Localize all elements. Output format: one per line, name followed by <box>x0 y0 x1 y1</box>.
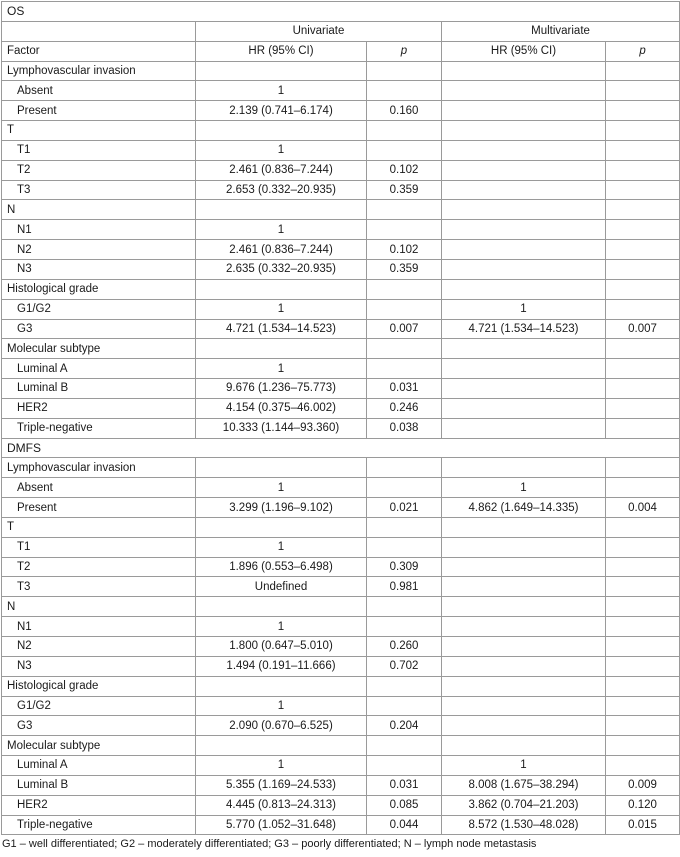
univariate-hr-cell: 1 <box>196 140 367 160</box>
univariate-p-cell <box>367 359 442 379</box>
multivariate-p-cell <box>606 617 680 637</box>
factor-level-label: G3 <box>2 716 196 736</box>
empty-cell <box>442 121 606 141</box>
multivariate-hr-cell: 8.008 (1.675–38.294) <box>442 775 606 795</box>
empty-cell <box>196 61 367 81</box>
factor-level-label: N2 <box>2 240 196 260</box>
univariate-hr-cell: 2.653 (0.332–20.935) <box>196 180 367 200</box>
factor-level-label: Present <box>2 498 196 518</box>
univariate-hr-cell: 1 <box>196 537 367 557</box>
multivariate-p-cell <box>606 557 680 577</box>
empty-cell <box>442 736 606 756</box>
header-multivariate-p: p <box>606 41 680 61</box>
empty-cell <box>367 517 442 537</box>
empty-cell <box>367 339 442 359</box>
multivariate-hr-cell: 1 <box>442 478 606 498</box>
univariate-p-cell <box>367 220 442 240</box>
multivariate-hr-cell <box>442 359 606 379</box>
empty-cell <box>606 339 680 359</box>
multivariate-p-cell <box>606 478 680 498</box>
empty-cell <box>606 61 680 81</box>
header-column-row <box>2 41 680 61</box>
univariate-p-cell: 0.702 <box>367 656 442 676</box>
univariate-hr-cell: 4.154 (0.375–46.002) <box>196 398 367 418</box>
multivariate-hr-cell: 4.721 (1.534–14.523) <box>442 319 606 339</box>
multivariate-hr-cell <box>442 379 606 399</box>
header-factor: Factor <box>2 41 196 61</box>
table-row <box>2 775 680 795</box>
section-row <box>2 438 680 458</box>
table-row <box>2 140 680 160</box>
univariate-p-cell <box>367 696 442 716</box>
multivariate-p-cell <box>606 140 680 160</box>
table-row <box>2 498 680 518</box>
factor-level-label: G1/G2 <box>2 696 196 716</box>
univariate-p-cell: 0.204 <box>367 716 442 736</box>
empty-cell <box>196 339 367 359</box>
factor-level-label: HER2 <box>2 398 196 418</box>
factor-level-label: T3 <box>2 577 196 597</box>
header-univariate: Univariate <box>196 21 442 41</box>
univariate-p-cell: 0.021 <box>367 498 442 518</box>
empty-cell <box>196 279 367 299</box>
multivariate-hr-cell <box>442 140 606 160</box>
univariate-p-cell <box>367 756 442 776</box>
table-row <box>2 220 680 240</box>
group-row <box>2 279 680 299</box>
multivariate-hr-cell: 1 <box>442 756 606 776</box>
multivariate-p-cell <box>606 637 680 657</box>
table-body <box>2 2 680 835</box>
univariate-hr-cell: 3.299 (1.196–9.102) <box>196 498 367 518</box>
univariate-p-cell: 0.246 <box>367 398 442 418</box>
univariate-hr-cell: 1 <box>196 359 367 379</box>
group-label: Molecular subtype <box>2 736 196 756</box>
empty-cell <box>442 279 606 299</box>
table-row <box>2 577 680 597</box>
univariate-p-cell <box>367 140 442 160</box>
group-row <box>2 517 680 537</box>
multivariate-hr-cell: 8.572 (1.530–48.028) <box>442 815 606 835</box>
multivariate-hr-cell <box>442 259 606 279</box>
group-row <box>2 458 680 478</box>
table-row <box>2 617 680 637</box>
multivariate-hr-cell <box>442 398 606 418</box>
univariate-hr-cell: 2.090 (0.670–6.525) <box>196 716 367 736</box>
group-label: T <box>2 121 196 141</box>
group-label: N <box>2 200 196 220</box>
header-univariate-p: p <box>367 41 442 61</box>
multivariate-hr-cell <box>442 418 606 438</box>
multivariate-hr-cell <box>442 656 606 676</box>
table-row <box>2 319 680 339</box>
univariate-hr-cell: 1 <box>196 617 367 637</box>
multivariate-p-cell <box>606 656 680 676</box>
empty-cell <box>442 517 606 537</box>
empty-cell <box>442 458 606 478</box>
group-row <box>2 676 680 696</box>
multivariate-p-cell <box>606 160 680 180</box>
empty-cell <box>367 736 442 756</box>
empty-cell <box>196 121 367 141</box>
multivariate-p-cell: 0.120 <box>606 795 680 815</box>
group-label: Lymphovascular invasion <box>2 458 196 478</box>
group-label: Histological grade <box>2 279 196 299</box>
group-label: Lymphovascular invasion <box>2 61 196 81</box>
multivariate-p-cell <box>606 259 680 279</box>
empty-cell <box>442 676 606 696</box>
table-row <box>2 160 680 180</box>
univariate-p-cell: 0.044 <box>367 815 442 835</box>
empty-cell <box>367 597 442 617</box>
empty-cell <box>196 200 367 220</box>
multivariate-p-cell <box>606 537 680 557</box>
multivariate-hr-cell: 4.862 (1.649–14.335) <box>442 498 606 518</box>
multivariate-p-cell <box>606 240 680 260</box>
table-row <box>2 180 680 200</box>
univariate-p-cell: 0.981 <box>367 577 442 597</box>
factor-level-label: Luminal A <box>2 359 196 379</box>
multivariate-p-cell <box>606 180 680 200</box>
univariate-hr-cell: 2.461 (0.836–7.244) <box>196 240 367 260</box>
univariate-hr-cell: 1 <box>196 81 367 101</box>
multivariate-hr-cell <box>442 557 606 577</box>
section-title: DMFS <box>2 438 680 458</box>
univariate-p-cell: 0.160 <box>367 101 442 121</box>
multivariate-p-cell <box>606 299 680 319</box>
table-row <box>2 637 680 657</box>
factor-level-label: Luminal B <box>2 379 196 399</box>
multivariate-p-cell <box>606 756 680 776</box>
header-univariate-hr: HR (95% CI) <box>196 41 367 61</box>
empty-cell <box>367 61 442 81</box>
empty-cell <box>442 200 606 220</box>
multivariate-p-cell <box>606 398 680 418</box>
factor-level-label: Present <box>2 101 196 121</box>
univariate-hr-cell: 5.355 (1.169–24.533) <box>196 775 367 795</box>
multivariate-hr-cell <box>442 180 606 200</box>
univariate-hr-cell: 4.721 (1.534–14.523) <box>196 319 367 339</box>
empty-cell <box>606 517 680 537</box>
table-row <box>2 478 680 498</box>
factor-level-label: T1 <box>2 537 196 557</box>
multivariate-p-cell <box>606 379 680 399</box>
multivariate-hr-cell: 1 <box>442 299 606 319</box>
univariate-hr-cell: 1.494 (0.191–11.666) <box>196 656 367 676</box>
multivariate-p-cell: 0.009 <box>606 775 680 795</box>
group-label: Molecular subtype <box>2 339 196 359</box>
empty-cell <box>196 517 367 537</box>
univariate-p-cell: 0.359 <box>367 180 442 200</box>
factor-level-label: Luminal A <box>2 756 196 776</box>
group-row <box>2 121 680 141</box>
empty-cell <box>367 458 442 478</box>
empty-cell <box>442 339 606 359</box>
univariate-hr-cell: 5.770 (1.052–31.648) <box>196 815 367 835</box>
factor-level-label: N2 <box>2 637 196 657</box>
empty-cell <box>442 61 606 81</box>
header-multivariate-hr: HR (95% CI) <box>442 41 606 61</box>
factor-level-label: Absent <box>2 478 196 498</box>
table-row <box>2 557 680 577</box>
header-blank-cell <box>2 21 196 41</box>
multivariate-p-cell <box>606 418 680 438</box>
empty-cell <box>367 279 442 299</box>
empty-cell <box>367 676 442 696</box>
factor-level-label: Absent <box>2 81 196 101</box>
table-row <box>2 418 680 438</box>
empty-cell <box>606 121 680 141</box>
empty-cell <box>196 597 367 617</box>
empty-cell <box>367 121 442 141</box>
univariate-hr-cell: Undefined <box>196 577 367 597</box>
multivariate-hr-cell <box>442 716 606 736</box>
multivariate-hr-cell: 3.862 (0.704–21.203) <box>442 795 606 815</box>
group-label: T <box>2 517 196 537</box>
multivariate-p-cell: 0.004 <box>606 498 680 518</box>
factor-level-label: G1/G2 <box>2 299 196 319</box>
group-row <box>2 200 680 220</box>
univariate-hr-cell: 2.139 (0.741–6.174) <box>196 101 367 121</box>
empty-cell <box>606 279 680 299</box>
group-row <box>2 61 680 81</box>
factor-level-label: N3 <box>2 656 196 676</box>
factor-level-label: N1 <box>2 220 196 240</box>
cox-regression-table-figure <box>0 1 680 850</box>
univariate-hr-cell: 1 <box>196 220 367 240</box>
univariate-hr-cell: 2.635 (0.332–20.935) <box>196 259 367 279</box>
table-row <box>2 815 680 835</box>
univariate-p-cell: 0.031 <box>367 775 442 795</box>
empty-cell <box>606 200 680 220</box>
empty-cell <box>606 736 680 756</box>
univariate-p-cell <box>367 299 442 319</box>
group-label: N <box>2 597 196 617</box>
header-multivariate: Multivariate <box>442 21 680 41</box>
univariate-p-cell: 0.038 <box>367 418 442 438</box>
section-row <box>2 2 680 22</box>
multivariate-p-cell <box>606 220 680 240</box>
group-row <box>2 736 680 756</box>
multivariate-p-cell: 0.007 <box>606 319 680 339</box>
table-row <box>2 795 680 815</box>
multivariate-p-cell <box>606 577 680 597</box>
univariate-p-cell <box>367 478 442 498</box>
factor-level-label: N3 <box>2 259 196 279</box>
factor-level-label: Triple-negative <box>2 418 196 438</box>
group-row <box>2 339 680 359</box>
hazard-ratio-table <box>1 1 680 835</box>
multivariate-p-cell <box>606 81 680 101</box>
empty-cell <box>606 597 680 617</box>
multivariate-hr-cell <box>442 240 606 260</box>
multivariate-hr-cell <box>442 160 606 180</box>
multivariate-p-cell <box>606 101 680 121</box>
univariate-hr-cell: 1 <box>196 299 367 319</box>
group-row <box>2 597 680 617</box>
multivariate-hr-cell <box>442 81 606 101</box>
header-group-row <box>2 21 680 41</box>
empty-cell <box>606 458 680 478</box>
univariate-hr-cell: 1.800 (0.647–5.010) <box>196 637 367 657</box>
factor-level-label: G3 <box>2 319 196 339</box>
univariate-p-cell <box>367 81 442 101</box>
factor-level-label: T2 <box>2 160 196 180</box>
univariate-p-cell: 0.007 <box>367 319 442 339</box>
table-footnote: G1 – well differentiated; G2 – moderately differentiated; G3 – poorly differentiated; N – lymph node metastasis <box>2 838 537 851</box>
univariate-p-cell: 0.102 <box>367 160 442 180</box>
table-row <box>2 259 680 279</box>
univariate-p-cell: 0.102 <box>367 240 442 260</box>
multivariate-hr-cell <box>442 696 606 716</box>
empty-cell <box>442 597 606 617</box>
univariate-hr-cell: 1 <box>196 478 367 498</box>
univariate-hr-cell: 1.896 (0.553–6.498) <box>196 557 367 577</box>
table-row <box>2 379 680 399</box>
table-row <box>2 101 680 121</box>
table-row <box>2 398 680 418</box>
univariate-hr-cell: 1 <box>196 696 367 716</box>
table-row <box>2 81 680 101</box>
multivariate-hr-cell <box>442 101 606 121</box>
univariate-hr-cell: 4.445 (0.813–24.313) <box>196 795 367 815</box>
empty-cell <box>367 200 442 220</box>
empty-cell <box>196 458 367 478</box>
univariate-p-cell: 0.359 <box>367 259 442 279</box>
multivariate-p-cell: 0.015 <box>606 815 680 835</box>
univariate-p-cell <box>367 617 442 637</box>
univariate-hr-cell: 10.333 (1.144–93.360) <box>196 418 367 438</box>
univariate-hr-cell: 2.461 (0.836–7.244) <box>196 160 367 180</box>
univariate-hr-cell: 9.676 (1.236–75.773) <box>196 379 367 399</box>
factor-level-label: T1 <box>2 140 196 160</box>
univariate-p-cell: 0.260 <box>367 637 442 657</box>
table-row <box>2 716 680 736</box>
group-label: Histological grade <box>2 676 196 696</box>
factor-level-label: Luminal B <box>2 775 196 795</box>
factor-level-label: T3 <box>2 180 196 200</box>
multivariate-hr-cell <box>442 220 606 240</box>
multivariate-p-cell <box>606 716 680 736</box>
multivariate-hr-cell <box>442 617 606 637</box>
section-title: OS <box>2 2 680 22</box>
multivariate-hr-cell <box>442 577 606 597</box>
univariate-p-cell: 0.031 <box>367 379 442 399</box>
factor-level-label: HER2 <box>2 795 196 815</box>
factor-level-label: N1 <box>2 617 196 637</box>
table-row <box>2 756 680 776</box>
table-row <box>2 299 680 319</box>
table-row <box>2 359 680 379</box>
table-row <box>2 537 680 557</box>
table-row <box>2 696 680 716</box>
multivariate-p-cell <box>606 359 680 379</box>
factor-level-label: Triple-negative <box>2 815 196 835</box>
multivariate-hr-cell <box>442 637 606 657</box>
univariate-p-cell: 0.309 <box>367 557 442 577</box>
multivariate-hr-cell <box>442 537 606 557</box>
univariate-p-cell: 0.085 <box>367 795 442 815</box>
table-row <box>2 240 680 260</box>
empty-cell <box>606 676 680 696</box>
empty-cell <box>196 736 367 756</box>
factor-level-label: T2 <box>2 557 196 577</box>
univariate-p-cell <box>367 537 442 557</box>
table-row <box>2 656 680 676</box>
multivariate-p-cell <box>606 696 680 716</box>
univariate-hr-cell: 1 <box>196 756 367 776</box>
empty-cell <box>196 676 367 696</box>
